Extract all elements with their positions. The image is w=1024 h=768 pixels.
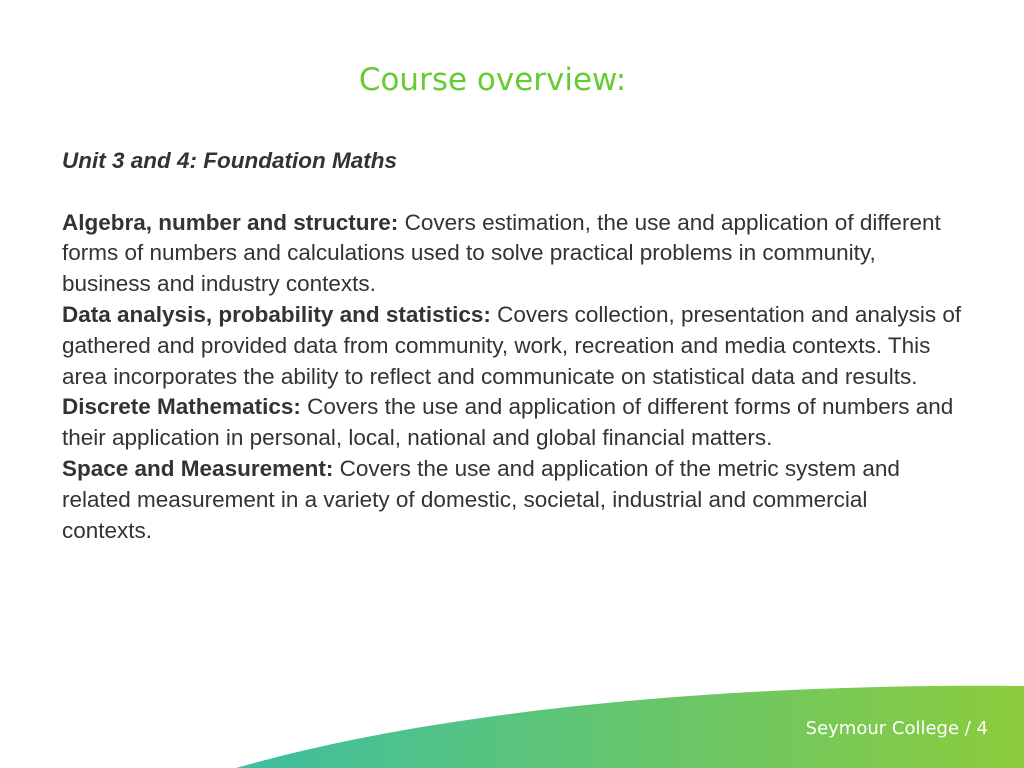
section-discrete-mathematics [62,392,962,454]
section-text: Covers collection, presentation and analysis of gathered and provided data from community, work, recreation and media contexts. This area incorporates the ability to reflect and communicate on statistical data and results. [62,301,962,389]
section-heading: Discrete Mathematics: [62,394,301,420]
section-data-analysis [62,300,962,392]
unit-subtitle: Unit 3 and 4: Foundation Maths [62,148,397,173]
slide-body [62,146,962,546]
slide-title: Course overview: [358,62,627,98]
footer-page-label: Seymour College / 4 [805,718,988,739]
section-space-measurement [62,454,962,546]
section-heading: Data analysis, probability and statistics: [62,301,491,327]
section-text: Covers the use and application of different forms of numbers and their application in personal, local, national and global financial matters. [62,394,954,451]
section-text: Covers the use and application of the metric system and related measurement in a variety of domestic, societal, industrial and commercial contexts. [62,455,900,543]
section-text: Covers estimation, the use and application of different forms of numbers and calculations used to solve practical problems in community, business and industry contexts. [62,209,941,297]
section-heading: Algebra, number and structure: [62,209,399,235]
section-algebra [62,208,962,300]
section-heading: Space and Measurement: [62,455,334,481]
